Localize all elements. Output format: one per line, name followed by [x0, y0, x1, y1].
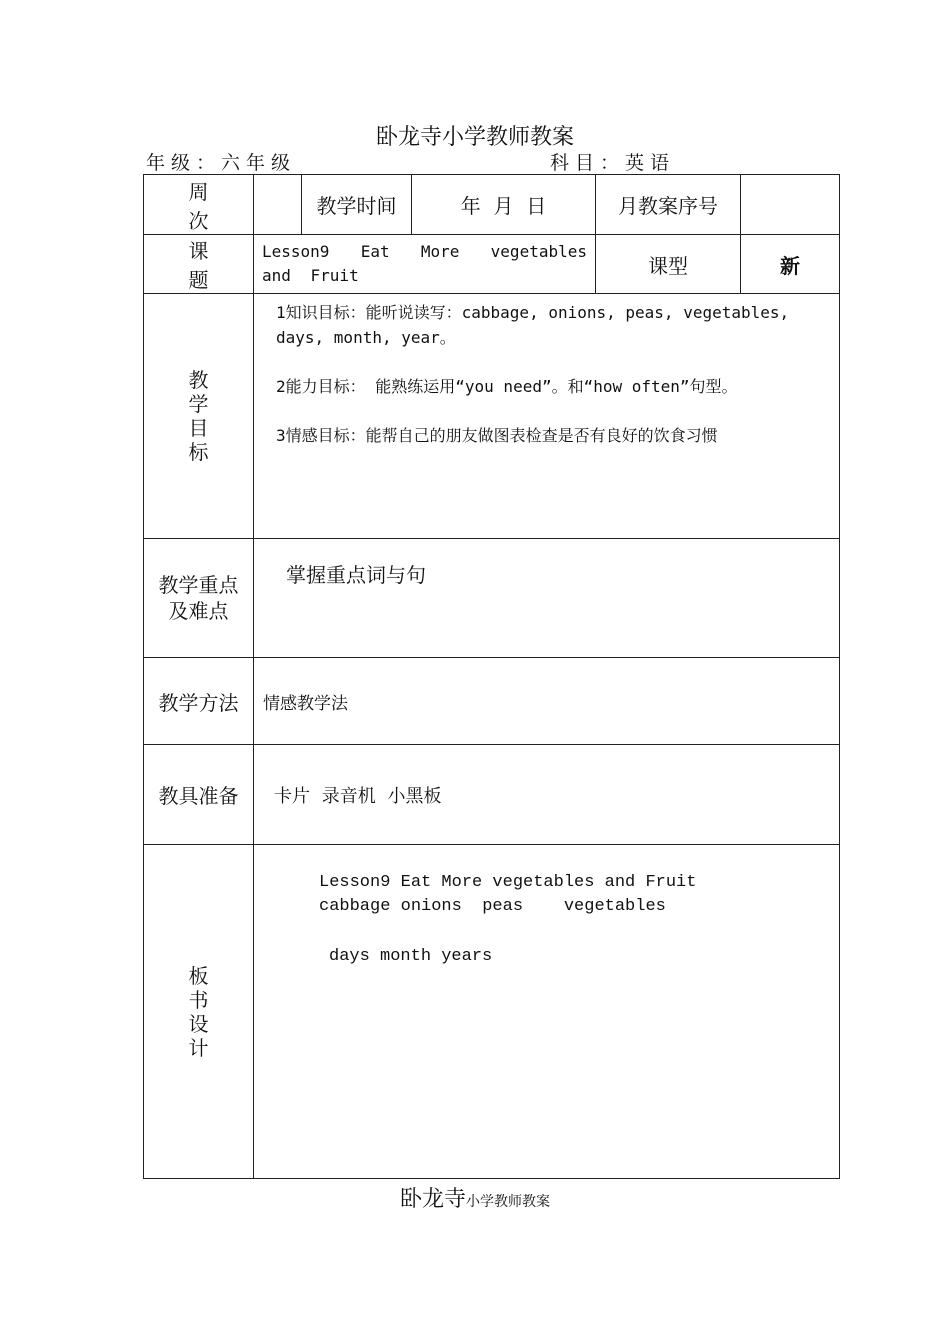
row-tools	[144, 745, 840, 845]
teaching-time-label: 教学时间	[302, 175, 412, 235]
page-title: 卧龙寺小学教师教案	[375, 125, 574, 150]
board-line-1: Lesson9 Eat More vegetables and Fruit	[319, 873, 697, 892]
goal-ability: 2能力目标： 能熟练运用“you need”。和“how often”句型。	[276, 377, 738, 396]
lesson-plan-table	[143, 174, 840, 1179]
tools-value: 卡片 录音机 小黑板	[274, 785, 442, 807]
goals-label: 教 学 目 标	[144, 294, 254, 539]
footer	[0, 1182, 950, 1213]
row-week	[144, 175, 840, 235]
board-content	[254, 845, 840, 1179]
tools-label: 教具准备	[144, 745, 254, 845]
method-value: 情感教学法	[263, 693, 348, 714]
row-board	[144, 845, 840, 1179]
goals-content	[254, 294, 840, 539]
board-line-2: cabbage onions peas vegetables	[319, 897, 666, 916]
sequence-value	[741, 175, 840, 235]
grade-label: 年级：六年级	[146, 152, 297, 174]
row-focus	[144, 539, 840, 658]
subject-label: 科目：英语	[550, 152, 676, 174]
footer-school: 卧龙寺	[399, 1187, 466, 1212]
board-line-3: days month years	[329, 947, 493, 966]
board-label: 板 书 设 计	[144, 845, 254, 1179]
row-method	[144, 658, 840, 745]
method-label: 教学方法	[144, 658, 254, 745]
footer-caption: 小学教师教案	[466, 1194, 550, 1210]
type-value: 新	[741, 235, 840, 294]
goal-emotion: 3情感目标：能帮自己的朋友做图表检查是否有良好的饮食习惯	[276, 426, 718, 445]
goal-knowledge: 1知识目标：能听说读写：cabbage, onions, peas, vegetables, days, month, year。	[276, 303, 790, 347]
row-topic	[144, 235, 840, 294]
week-value	[254, 175, 302, 235]
week-label: 周 次	[144, 175, 254, 235]
topic-label: 课 题	[144, 235, 254, 294]
row-goals	[144, 294, 840, 539]
topic-value: Lesson9 Eat More vegetables and Fruit	[262, 242, 587, 285]
date-field: 年 月 日	[412, 175, 596, 235]
type-label: 课型	[596, 235, 741, 294]
focus-label: 教学重点 及难点	[144, 539, 254, 658]
focus-value: 掌握重点词与句	[286, 563, 426, 587]
sequence-label: 月教案序号	[596, 175, 741, 235]
